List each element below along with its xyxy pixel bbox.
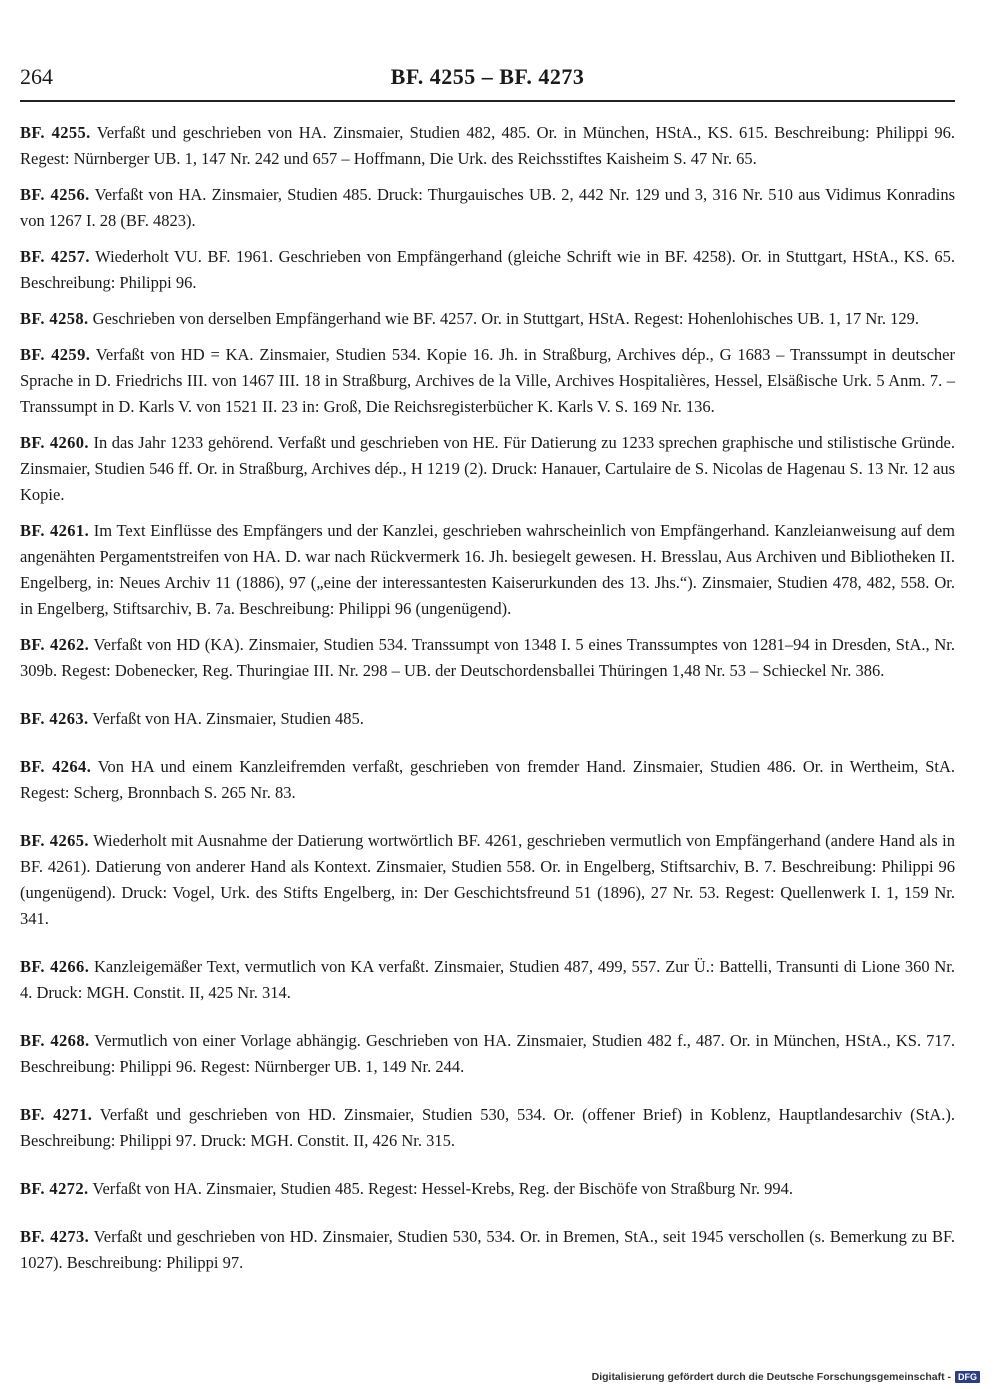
- page-number: 264: [20, 64, 53, 89]
- entry-4256: [20, 182, 955, 234]
- entry-text: Verfaßt und geschrieben von HD. Zinsmaier, Studien 530, 534. Or. (offener Brief) in Koblenz, Hauptlandesarchiv (StA.). Beschreibung: Philippi 97. Druck: MGH. Constit. II, 426 Nr. 315.: [20, 1105, 955, 1150]
- entry-ref: BF. 4257.: [20, 247, 90, 266]
- entry-ref: BF. 4260.: [20, 433, 89, 452]
- spacer: [20, 694, 955, 706]
- entry-ref: BF. 4266.: [20, 957, 90, 976]
- entry-4255: [20, 120, 955, 172]
- entry-ref: BF. 4268.: [20, 1031, 90, 1050]
- entry-text: In das Jahr 1233 gehörend. Verfaßt und geschrieben von HE. Für Datierung zu 1233 sprechen graphische und stilistische Gründe. Zinsmaier, Studien 546 ff. Or. in Straßburg, Archives dép., H 1219 (2). Druck: Hanauer, Cartulaire de S. Nicolas de Hagenau S. 13 Nr. 12 aus Kopie.: [20, 433, 955, 504]
- entry-ref: BF. 4259.: [20, 345, 91, 364]
- entry-ref: BF. 4263.: [20, 709, 89, 728]
- entry-text: Vermutlich von einer Vorlage abhängig. Geschrieben von HA. Zinsmaier, Studien 482 f., 487. Or. in München, HStA., KS. 717. Beschreibung: Philippi 96. Regest: Nürnberger UB. 1, 149 Nr. 244.: [20, 1031, 956, 1076]
- spacer: [20, 942, 955, 954]
- spacer: [20, 742, 955, 754]
- spacer: [20, 1164, 955, 1176]
- entry-ref: BF. 4271.: [20, 1105, 93, 1124]
- spacer: [20, 1212, 955, 1224]
- entry-text: Kanzleigemäßer Text, vermutlich von KA verfaßt. Zinsmaier, Studien 487, 499, 557. Zur Ü.: Battelli, Transunti di Lione 360 Nr. 4. Druck: MGH. Constit. II, 425 Nr. 314.: [20, 957, 955, 1002]
- entry-text: Wiederholt VU. BF. 1961. Geschrieben von Empfängerhand (gleiche Schrift wie in BF. 4258). Or. in Stuttgart, HStA., KS. 65. Beschreibung: Philippi 96.: [20, 247, 956, 292]
- entry-4271: [20, 1102, 955, 1154]
- entry-4263: [20, 706, 955, 732]
- entry-ref: BF. 4273.: [20, 1227, 90, 1246]
- entry-ref: BF. 4265.: [20, 831, 89, 850]
- entry-list: [20, 120, 955, 1286]
- entry-4262: [20, 632, 955, 684]
- entry-ref: BF. 4264.: [20, 757, 92, 776]
- entry-text: Verfaßt von HA. Zinsmaier, Studien 485.: [88, 709, 364, 728]
- entry-4258: [20, 306, 955, 332]
- funding-footer: [592, 1371, 980, 1383]
- page-header: [20, 62, 955, 102]
- running-title: BF. 4255 – BF. 4273: [390, 64, 585, 89]
- funding-note: Digitalisierung gefördert durch die Deutsche Forschungsgemeinschaft -: [591, 1371, 951, 1383]
- entry-text: Verfaßt von HD = KA. Zinsmaier, Studien 534. Kopie 16. Jh. in Straßburg, Archives dép., G 1683 – Transsumpt in deutscher Sprache in D. Friedrichs III. von 1467 III. 18 in Straßburg, Archives de la Ville, Archives Hospitalières, Hessel, Elsäßische Urk. 5 Anm. 7. – Transsumpt in D. Karls V. von 1521 II. 23 in: Groß, Die Reichsregisterbücher K. Karls V. S. 169 Nr. 136.: [20, 345, 956, 416]
- entry-4265: [20, 828, 955, 932]
- entry-ref: BF. 4256.: [20, 185, 90, 204]
- entry-4264: [20, 754, 955, 806]
- entry-ref: BF. 4261.: [20, 521, 90, 540]
- entry-text: Wiederholt mit Ausnahme der Datierung wortwörtlich BF. 4261, geschrieben vermutlich von Empfängerhand (andere Hand als in BF. 4261). Datierung von anderer Hand als Kontext. Zinsmaier, Studien 558. Or. in Engelberg, Stiftsarchiv, B. 7. Beschreibung: Philippi 96 (ungenügend). Druck: Vogel, Urk. des Stifts Engelberg, in: Der Geschichtsfreund 51 (1896), 27 Nr. 53. Regest: Quellenwerk I. 1, 159 Nr. 341.: [20, 831, 955, 928]
- spacer: [20, 816, 955, 828]
- entry-text: Im Text Einflüsse des Empfängers und der Kanzlei, geschrieben wahrscheinlich von Empfängerhand. Kanzleianweisung auf dem angenähten Pergamentstreifen von HA. D. war nach Rückvermerk 16. Jh. besiegelt gewesen. H. Bresslau, Aus Archiven und Bibliotheken II. Engelberg, in: Neues Archiv 11 (1886), 97 („eine der interessantesten Kaiserurkunden des 13. Jhs.“). Zinsmaier, Studien 478, 482, 558. Or. in Engelberg, Stiftsarchiv, B. 7a. Beschreibung: Philippi 96 (ungenügend).: [20, 521, 956, 618]
- entry-4261: [20, 518, 955, 622]
- entry-text: Verfaßt von HD (KA). Zinsmaier, Studien 534. Transsumpt von 1348 I. 5 eines Transsumptes von 1281–94 in Dresden, StA., Nr. 309b. Regest: Dobenecker, Reg. Thuringiae III. Nr. 298 – UB. der Deutschordensballei Thüringen 1,48 Nr. 53 – Schieckel Nr. 386.: [20, 635, 955, 680]
- dfg-logo: DFG: [955, 1371, 980, 1383]
- entry-4260: [20, 430, 955, 508]
- entry-text: Verfaßt und geschrieben von HD. Zinsmaier, Studien 530, 534. Or. in Bremen, StA., seit 1945 verschollen (s. Bemerkung zu BF. 1027). Beschreibung: Philippi 97.: [20, 1227, 956, 1272]
- entry-ref: BF. 4258.: [20, 309, 89, 328]
- entry-text: Verfaßt von HA. Zinsmaier, Studien 485. Regest: Hessel-Krebs, Reg. der Bischöfe von Straßburg Nr. 994.: [88, 1179, 793, 1198]
- spacer: [20, 1090, 955, 1102]
- entry-text: Von HA und einem Kanzleifremden verfaßt, geschrieben von fremder Hand. Zinsmaier, Studien 486. Or. in Wertheim, StA. Regest: Scherg, Bronnbach S. 265 Nr. 83.: [20, 757, 956, 802]
- entry-text: Verfaßt von HA. Zinsmaier, Studien 485. Druck: Thurgauisches UB. 2, 442 Nr. 129 und 3, 316 Nr. 510 aus Vidimus Konradins von 1267 I. 28 (BF. 4823).: [20, 185, 955, 230]
- entry-ref: BF. 4255.: [20, 123, 91, 142]
- entry-4257: [20, 244, 955, 296]
- entry-text: Verfaßt und geschrieben von HA. Zinsmaier, Studien 482, 485. Or. in München, HStA., KS. 615. Beschreibung: Philippi 96. Regest: Nürnberger UB. 1, 147 Nr. 242 und 657 – Hoffmann, Die Urk. des Reichsstiftes Kaisheim S. 47 Nr. 65.: [20, 123, 956, 168]
- entry-4268: [20, 1028, 955, 1080]
- spacer: [20, 1016, 955, 1028]
- entry-text: Geschrieben von derselben Empfängerhand wie BF. 4257. Or. in Stuttgart, HStA. Regest: Hohenlohisches UB. 1, 17 Nr. 129.: [88, 309, 919, 328]
- entry-4266: [20, 954, 955, 1006]
- entry-4259: [20, 342, 955, 420]
- entry-4273: [20, 1224, 955, 1276]
- entry-4272: [20, 1176, 955, 1202]
- entry-ref: BF. 4272.: [20, 1179, 89, 1198]
- entry-ref: BF. 4262.: [20, 635, 90, 654]
